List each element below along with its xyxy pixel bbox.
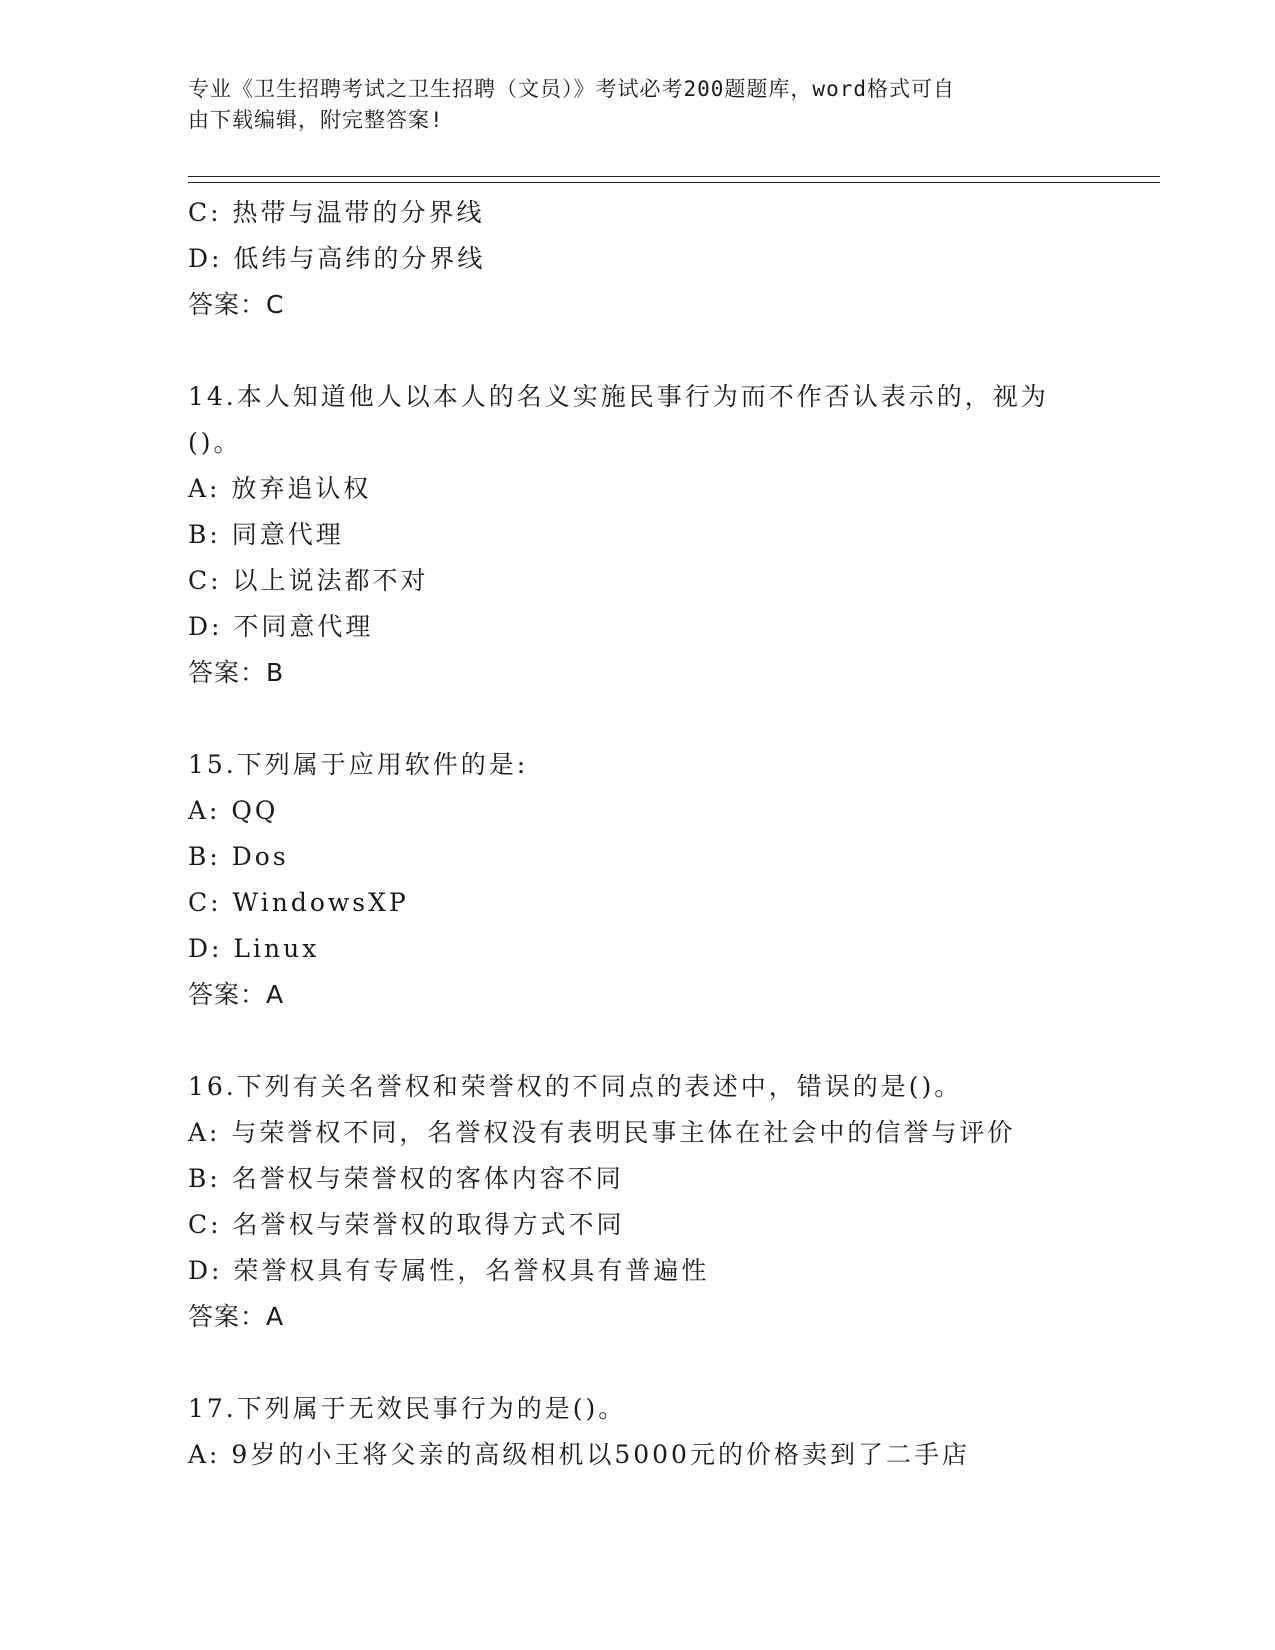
option-b: B: 同意代理	[188, 520, 344, 549]
question-17	[188, 1386, 1148, 1478]
question-stem: 17.下列属于无效民事行为的是()。	[188, 1394, 627, 1423]
header-divider-top	[188, 176, 1160, 177]
answer-label: 答案：A	[188, 1302, 285, 1331]
option-d: D: 荣誉权具有专属性，名誉权具有普遍性	[188, 1256, 710, 1285]
option-d: D: 不同意代理	[188, 612, 374, 641]
option-c: C: WindowsXP	[188, 888, 409, 917]
option-c: C: 热带与温带的分界线	[188, 198, 485, 227]
header-line-2: 由下载编辑，附完整答案!	[188, 108, 444, 132]
spacer	[188, 1018, 1148, 1064]
header-divider-bottom	[188, 182, 1160, 183]
document-header	[188, 74, 1078, 136]
option-b: B: Dos	[188, 842, 289, 871]
option-a: A: 9岁的小王将父亲的高级相机以5000元的价格卖到了二手店	[188, 1440, 970, 1469]
question-15	[188, 742, 1148, 1018]
option-a: A: 与荣誉权不同，名誉权没有表明民事主体在社会中的信誉与评价	[188, 1118, 1016, 1147]
option-b: B: 名誉权与荣誉权的客体内容不同	[188, 1164, 624, 1193]
option-c: C: 名誉权与荣誉权的取得方式不同	[188, 1210, 625, 1239]
question-stem: 15.下列属于应用软件的是:	[188, 750, 529, 779]
question-13-fragment	[188, 190, 1148, 328]
question-14	[188, 374, 1148, 696]
question-content	[188, 190, 1148, 1478]
option-d: D: 低纬与高纬的分界线	[188, 244, 486, 273]
answer-label: 答案：B	[188, 658, 285, 687]
option-c: C: 以上说法都不对	[188, 566, 429, 595]
option-a: A: QQ	[188, 796, 279, 825]
header-line-1: 专业《卫生招聘考试之卫生招聘（文员）》考试必考200题题库，word格式可自	[188, 77, 955, 101]
question-stem: 16.下列有关名誉权和荣誉权的不同点的表述中，错误的是()。	[188, 1072, 963, 1101]
answer-label: 答案：A	[188, 980, 285, 1009]
question-stem-continued: ()。	[188, 428, 242, 457]
question-16	[188, 1064, 1148, 1340]
option-d: D: Linux	[188, 934, 320, 963]
spacer	[188, 696, 1148, 742]
spacer	[188, 1340, 1148, 1386]
option-a: A: 放弃追认权	[188, 474, 372, 503]
spacer	[188, 328, 1148, 374]
answer-label: 答案：C	[188, 290, 285, 319]
question-stem: 14.本人知道他人以本人的名义实施民事行为而不作否认表示的，视为	[188, 382, 1049, 411]
